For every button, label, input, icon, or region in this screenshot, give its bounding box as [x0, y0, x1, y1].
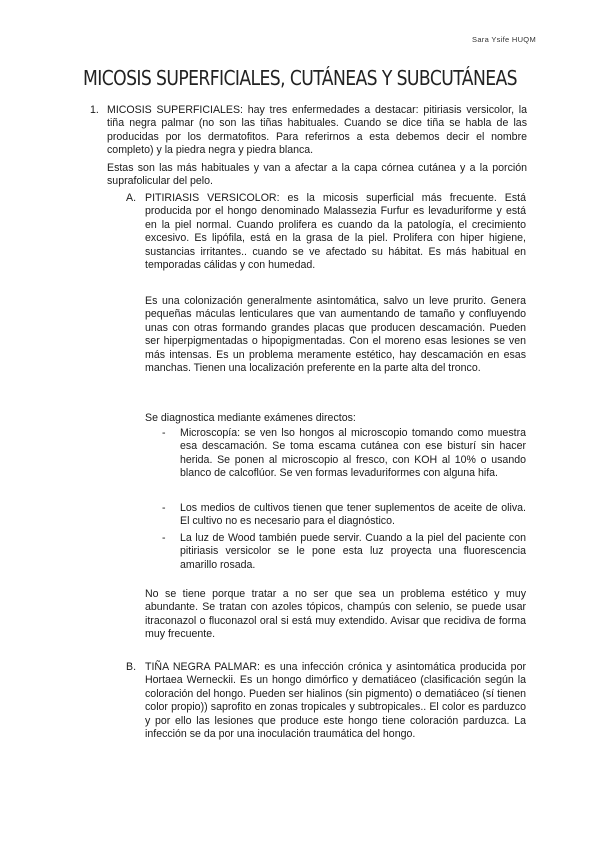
item-b-paragraph-1: TIÑA NEGRA PALMAR: es una infección crónica y asintomática producida por Hortaea Werneckii. Es un hongo dimórfico y dematiáceo (clasificación según la coloración del hongo. Pueden ser hialinos (sin pigmento) o dematiáceo (sí tienen color propio)) saprofito en zonas tropicales y subtropicales.. El color es parduzco y por ello las lesiones que produce este hongo tiene coloración parduzca. La infección se da por una inoculación traumática del hongo.	[145, 661, 526, 741]
section-intro: MICOSIS SUPERFICIALES: hay tres enfermedades a destacar: pitiriasis versicolor, la tiña negra palmar (no son las tiñas habituales. Cuando se dice tiña se habla de las producidas por los dermatofitos. Para referirnos a esta debemos decir el nombre completo) y la piedra negra y piedra blanca.	[107, 104, 527, 157]
section-intro-2: Estas son las más habituales y van a afectar a la capa córnea cutánea y a la porción suprafolicular del pelo.	[107, 162, 527, 188]
section-number: 1.	[90, 104, 99, 116]
author-name: Sara Ysife HUQM	[472, 35, 536, 44]
page-title: MICOSIS SUPERFICIALES, CUTÁNEAS Y SUBCUTÁNEAS	[83, 66, 517, 90]
bullet-marker: -	[162, 427, 166, 439]
item-a-paragraph-2: Es una colonización generalmente asintomática, salvo un leve prurito. Genera pequeñas máculas lenticulares que van aumentando de tamaño y confluyendo unas con otras formando grandes placas que producen descamación. Pueden ser hiperpigmentadas o hipopigmentadas. Con el moreno esas lesiones se ven más intensas. Es un problema meramente estético, hay descamación en esas manchas. Tienen una localización preferente en la parte alta del tronco.	[145, 295, 526, 375]
item-a-paragraph-4: No se tiene porque tratar a no ser que sea un problema estético y muy abundante. Se tratan con azoles tópicos, champús con selenio, se puede usar itraconazol o fluconazol oral si está muy extendido. Avisar que recidiva de forma muy frecuente.	[145, 588, 526, 641]
item-a-paragraph-3: Se diagnostica mediante exámenes directos:	[145, 412, 356, 424]
bullet-marker: -	[162, 532, 166, 544]
list-item: Microscopía: se ven lso hongos al microscopio tomando como muestra esa descamación. Se toma escama cutánea con ese bisturí sin hacer herida. Se ponen al microscopio al fresco, con KOH al 10% o usando blanco de calcoflúor. Se ven formas levaduriformes con alguna hifa.	[180, 427, 526, 480]
bullet-marker: -	[162, 502, 166, 514]
item-a-paragraph-1: PITIRIASIS VERSICOLOR: es la micosis superficial más frecuente. Está producida por el hongo denominado Malassezia Furfur es levaduriforme y está en la piel normal. Cuando prolifera es cuando da la patología, el crecimiento excesivo. Es lipófila, está en la grasa de la piel. Prolifera con hiper higiene, sustancias irritantes.. cuando se ve afectado su hábitat. Es más habitual en temporadas cálidas y con humedad.	[145, 192, 526, 272]
list-item: Los medios de cultivos tienen que tener suplementos de aceite de oliva. El cultivo no es necesario para el diagnóstico.	[180, 502, 526, 528]
list-item: La luz de Wood también puede servir. Cuando a la piel del paciente con pitiriasis versicolor se le pone esta luz proyecta una fluorescencia amarillo rosada.	[180, 532, 526, 571]
item-a-letter: A.	[126, 192, 137, 204]
item-b-letter: B.	[126, 661, 137, 673]
